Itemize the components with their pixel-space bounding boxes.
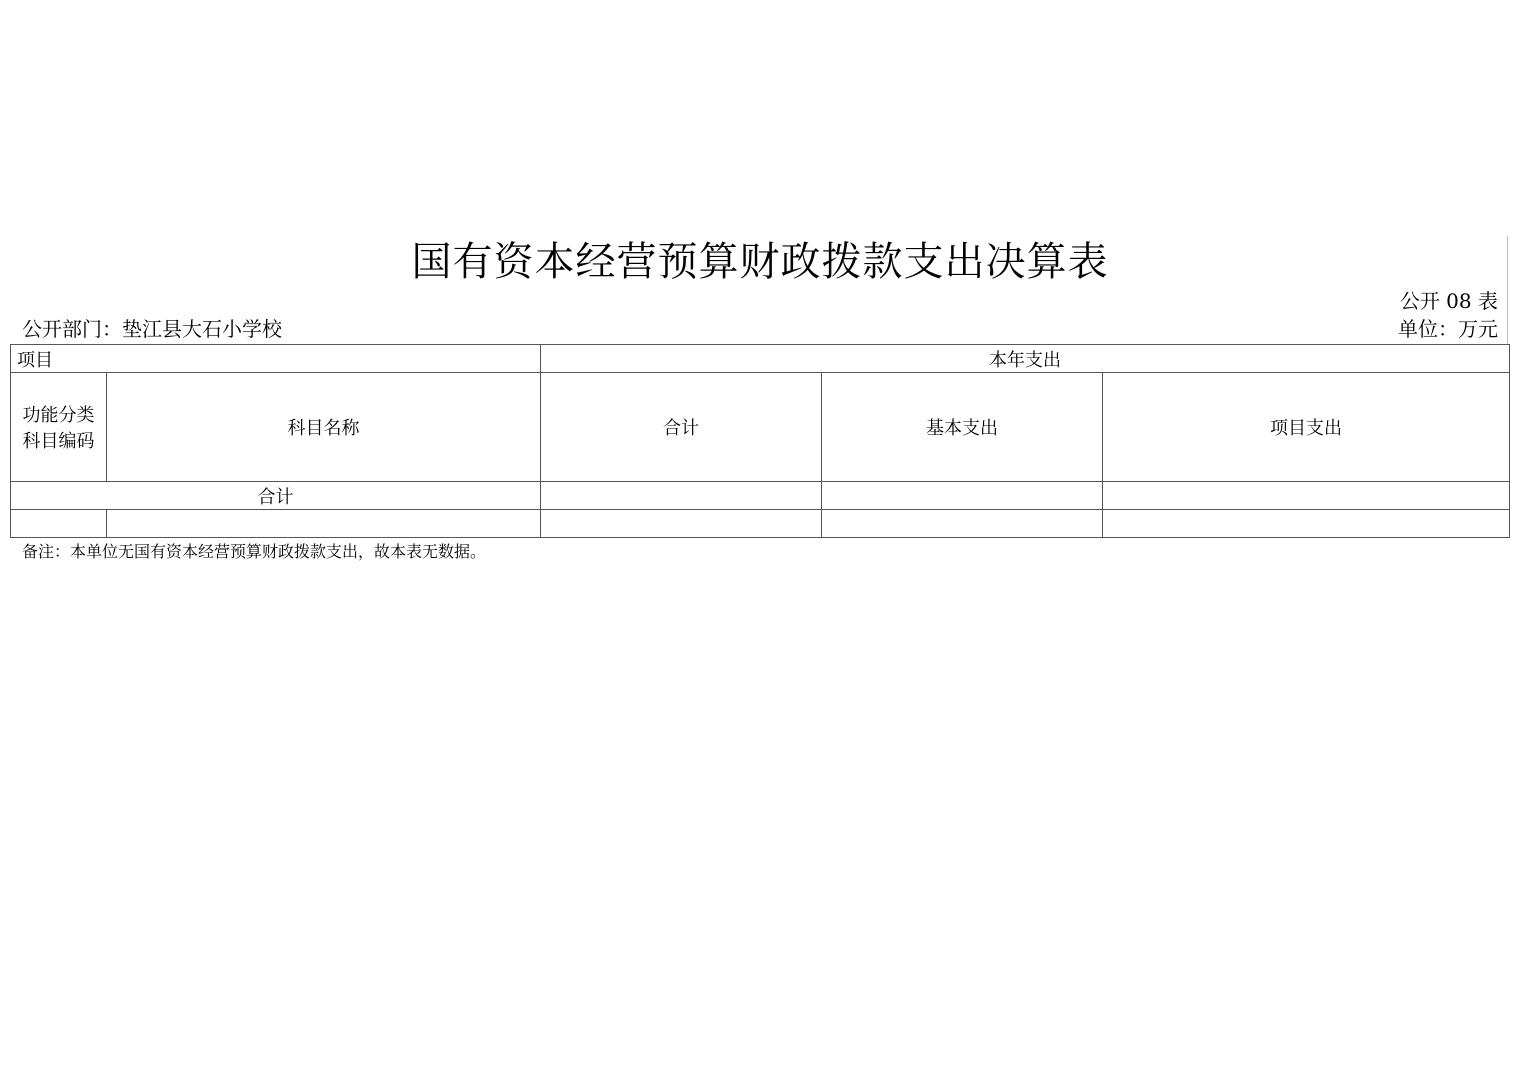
form-code-label: 公开 08 表 [1399,289,1498,313]
total-project-cell [1103,482,1510,510]
header-current-year-cell: 本年支出 [541,345,1510,373]
table-note: 备注：本单位无国有资本经营预算财政拨款支出，故本表无数据。 [22,542,487,561]
table-total-row [11,482,1510,510]
table-header-row [11,345,1510,373]
department-label: 公开部门：垫江县大石小学校 [22,317,282,341]
column-header-project: 项目支出 [1103,373,1510,482]
header-project-cell: 项目 [11,345,541,373]
page-title: 国有资本经营预算财政拨款支出决算表 [411,239,1109,285]
data-total-cell [541,510,822,538]
data-basic-cell [822,510,1103,538]
data-name-cell [107,510,541,538]
total-row-label: 合计 [11,482,541,510]
total-basic-cell [822,482,1103,510]
table-subheader-row [11,373,1510,482]
data-code-cell [11,510,107,538]
data-project-cell [1103,510,1510,538]
column-header-code: 功能分类科目编码 [11,373,107,482]
total-cell [541,482,822,510]
column-header-total: 合计 [541,373,822,482]
page-edge-divider [1507,236,1508,344]
unit-label: 单位：万元 [1398,317,1498,341]
table-row [11,510,1510,538]
column-header-basic: 基本支出 [822,373,1103,482]
column-header-name: 科目名称 [107,373,541,482]
budget-expenditure-table [10,344,1510,538]
